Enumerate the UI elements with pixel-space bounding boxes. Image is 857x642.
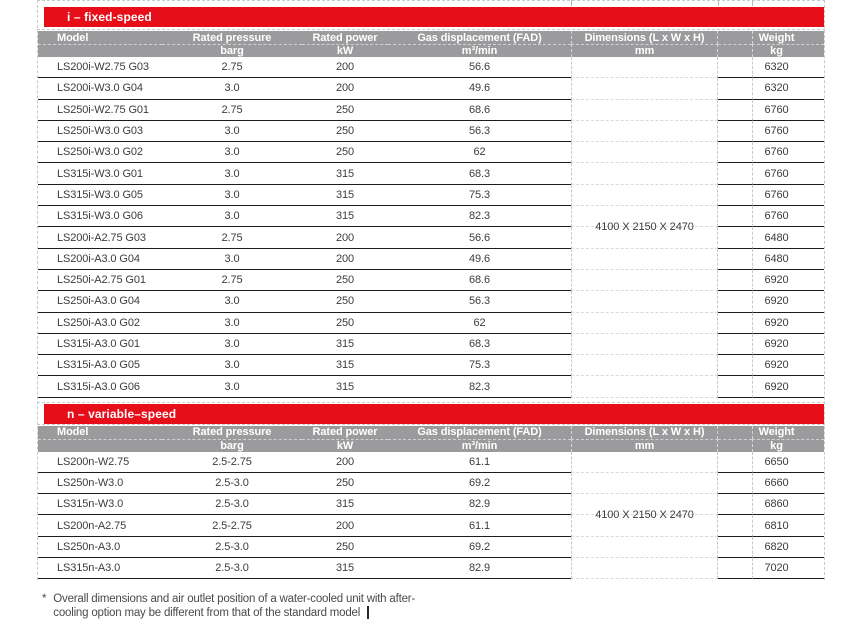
cell-pressure: 3.0 [162,163,302,184]
cell-model: LS200i-W2.75 G03 [38,57,162,78]
gridline-remnant [37,402,825,403]
cell-gap [718,185,752,206]
cell-model: LS200i-W3.0 G04 [38,78,162,99]
cell-weight: 6920 [752,376,824,397]
col-header-dims: Dimensions (L x W x H) [571,31,718,44]
cell-model: LS200i-A2.75 G03 [38,227,162,248]
cell-model: LS250i-W3.0 G02 [38,142,162,163]
dimensions-merged-value: 4100 X 2150 X 2470 [595,509,694,522]
cell-dims [571,537,718,558]
cell-power: 315 [302,558,388,579]
cell-gap [718,142,752,163]
text-cursor [367,606,369,619]
cell-fad: 56.6 [388,227,571,248]
col-header-power-unit: kW [302,44,388,57]
cell-power: 250 [302,291,388,312]
cell-power: 315 [302,206,388,227]
cell-dims [571,313,718,334]
cell-gap [718,78,752,99]
cell-dims [571,452,718,473]
cell-power: 250 [302,121,388,142]
cell-fad: 82.3 [388,206,571,227]
cell-weight: 6760 [752,163,824,184]
col-header-gap [718,31,752,44]
col-header-model-unit [38,439,162,452]
cell-model: LS315i-W3.0 G01 [38,163,162,184]
cell-dims [571,163,718,184]
cell-gap [718,473,752,494]
cell-weight: 6920 [752,313,824,334]
col-header-pressure: Rated pressure [162,31,302,44]
cell-weight: 6760 [752,142,824,163]
cell-dims [571,376,718,397]
cell-dims [571,78,718,99]
col-header-model-unit [38,44,162,57]
section-title-bar-fixed-speed: i – fixed-speed [44,7,824,27]
cell-weight: 6320 [752,57,824,78]
cell-gap [718,206,752,227]
cell-weight: 6920 [752,291,824,312]
cell-fad: 82.9 [388,558,571,579]
section-title-bar-variable-speed: n – variable–speed [44,404,824,424]
cell-model: LS250i-A3.0 G02 [38,313,162,334]
cell-weight: 6920 [752,334,824,355]
cell-dims [571,270,718,291]
cell-gap [718,57,752,78]
col-header-fad: Gas displacement (FAD) [388,31,571,44]
col-header-pressure-unit: barg [162,439,302,452]
cell-gap [718,494,752,515]
col-header-gap-unit [718,44,752,57]
cell-fad: 56.3 [388,121,571,142]
cell-weight: 6760 [752,100,824,121]
cell-pressure: 2.5-2.75 [162,452,302,473]
table-header-fixed-speed [38,31,824,57]
cell-model: LS315n-W3.0 [38,494,162,515]
col-header-fad-unit: m³/min [388,44,571,57]
cell-power: 315 [302,163,388,184]
cell-pressure: 3.0 [162,376,302,397]
cell-weight: 6920 [752,270,824,291]
cell-gap [718,100,752,121]
cell-pressure: 2.5-3.0 [162,537,302,558]
cell-power: 315 [302,355,388,376]
cell-gap [718,355,752,376]
cell-model: LS315i-A3.0 G01 [38,334,162,355]
cell-fad: 82.9 [388,494,571,515]
cell-pressure: 2.5-3.0 [162,558,302,579]
col-header-weight: Weight [752,31,824,44]
gridline-remnant-tick [571,0,572,6]
cell-dims [571,334,718,355]
cell-pressure: 2.5-3.0 [162,494,302,515]
cell-power: 250 [302,100,388,121]
cell-fad: 68.6 [388,100,571,121]
cell-model: LS250n-W3.0 [38,473,162,494]
cell-pressure: 3.0 [162,185,302,206]
cell-gap [718,558,752,579]
cell-power: 250 [302,270,388,291]
cell-gap [718,313,752,334]
cell-weight: 6650 [752,452,824,473]
cell-pressure: 3.0 [162,291,302,312]
cell-fad: 62 [388,142,571,163]
footnote-line-2: cooling option may be different from that of the standard model [53,606,415,620]
col-header-power: Rated power [302,426,388,439]
cell-pressure: 2.75 [162,100,302,121]
footnote-line-1: Overall dimensions and air outlet position of a water-cooled unit with after- [53,593,416,605]
cell-model: LS250i-A3.0 G04 [38,291,162,312]
cell-pressure: 2.75 [162,227,302,248]
cell-dims [571,57,718,78]
gridline-remnant [37,29,825,30]
table-right-gridline [824,0,825,580]
cell-fad: 69.2 [388,473,571,494]
cell-gap [718,334,752,355]
cell-weight: 6820 [752,537,824,558]
cell-fad: 61.1 [388,452,571,473]
cell-gap [718,163,752,184]
col-header-gap-unit [718,439,752,452]
cell-weight: 6810 [752,515,824,536]
cell-dims [571,100,718,121]
cell-weight: 6480 [752,249,824,270]
cell-gap [718,452,752,473]
table-header-variable-speed [38,426,824,452]
cell-pressure: 2.5-3.0 [162,473,302,494]
cell-gap [718,227,752,248]
cell-model: LS250i-W2.75 G01 [38,100,162,121]
cell-power: 200 [302,227,388,248]
cell-weight: 6760 [752,185,824,206]
gridline-remnant-top [37,0,825,1]
cell-gap [718,121,752,142]
col-header-weight-unit: kg [752,439,824,452]
cell-pressure: 3.0 [162,78,302,99]
cell-dims [571,142,718,163]
table-body-fixed-speed [38,57,824,398]
col-header-fad-unit: m³/min [388,439,571,452]
cell-fad: 62 [388,313,571,334]
cell-fad: 61.1 [388,515,571,536]
col-header-model: Model [38,426,162,439]
cell-fad: 82.3 [388,376,571,397]
footnote [42,592,415,620]
cell-pressure: 3.0 [162,121,302,142]
cell-fad: 56.6 [388,57,571,78]
cell-weight: 6920 [752,355,824,376]
cell-power: 200 [302,452,388,473]
cell-model: LS250i-A2.75 G01 [38,270,162,291]
cell-power: 250 [302,473,388,494]
cell-pressure: 3.0 [162,142,302,163]
col-header-dims-unit: mm [571,439,718,452]
cell-fad: 49.6 [388,78,571,99]
dimensions-merged-value: 4100 X 2150 X 2470 [595,221,694,234]
cell-power: 315 [302,376,388,397]
cell-pressure: 2.75 [162,57,302,78]
cell-weight: 6480 [752,227,824,248]
col-header-weight-unit: kg [752,44,824,57]
cell-pressure: 3.0 [162,313,302,334]
cell-fad: 56.3 [388,291,571,312]
cell-gap [718,249,752,270]
cell-dims [571,185,718,206]
cell-dims [571,355,718,376]
cell-dims [571,249,718,270]
cell-fad: 68.6 [388,270,571,291]
col-header-dims-unit: mm [571,44,718,57]
cell-gap [718,270,752,291]
cell-fad: 68.3 [388,334,571,355]
footnote-asterisk: * [42,593,47,605]
cell-dims [571,558,718,579]
cell-model: LS315i-A3.0 G06 [38,376,162,397]
col-header-pressure: Rated pressure [162,426,302,439]
cell-power: 250 [302,142,388,163]
cell-power: 200 [302,515,388,536]
col-header-power: Rated power [302,31,388,44]
cell-weight: 6760 [752,121,824,142]
col-header-pressure-unit: barg [162,44,302,57]
cell-power: 200 [302,57,388,78]
table-body-variable-speed [38,452,824,580]
cell-gap [718,537,752,558]
cell-power: 315 [302,334,388,355]
col-header-gap [718,426,752,439]
cell-pressure: 3.0 [162,249,302,270]
cell-model: LS250i-W3.0 G03 [38,121,162,142]
cell-model: LS200n-W2.75 [38,452,162,473]
cell-power: 315 [302,494,388,515]
col-header-weight: Weight [752,426,824,439]
cell-model: LS315i-W3.0 G05 [38,185,162,206]
cell-gap [718,291,752,312]
cell-pressure: 2.75 [162,270,302,291]
col-header-power-unit: kW [302,439,388,452]
footnote-text [53,592,415,620]
cell-dims [571,473,718,494]
cell-model: LS315i-A3.0 G05 [38,355,162,376]
cell-weight: 6860 [752,494,824,515]
cell-fad: 69.2 [388,537,571,558]
cell-weight: 6660 [752,473,824,494]
cell-pressure: 3.0 [162,334,302,355]
cell-dims [571,291,718,312]
cell-gap [718,376,752,397]
gridline-remnant-tick [718,0,719,6]
gridline-remnant-tick [752,0,753,6]
cell-fad: 75.3 [388,355,571,376]
cell-pressure: 3.0 [162,206,302,227]
cell-fad: 75.3 [388,185,571,206]
cell-weight: 6760 [752,206,824,227]
cell-weight: 7020 [752,558,824,579]
cell-power: 200 [302,78,388,99]
cell-weight: 6320 [752,78,824,99]
cell-power: 250 [302,537,388,558]
cell-gap [718,515,752,536]
cell-fad: 49.6 [388,249,571,270]
cell-model: LS200i-A3.0 G04 [38,249,162,270]
cell-model: LS315i-W3.0 G06 [38,206,162,227]
cell-power: 200 [302,249,388,270]
cell-power: 250 [302,313,388,334]
col-header-model: Model [38,31,162,44]
cell-pressure: 3.0 [162,355,302,376]
cell-fad: 68.3 [388,163,571,184]
cell-dims [571,121,718,142]
cell-model: LS250n-A3.0 [38,537,162,558]
cell-power: 315 [302,185,388,206]
col-header-fad: Gas displacement (FAD) [388,426,571,439]
cell-model: LS315n-A3.0 [38,558,162,579]
cell-pressure: 2.5-2.75 [162,515,302,536]
cell-model: LS200n-A2.75 [38,515,162,536]
col-header-dims: Dimensions (L x W x H) [571,426,718,439]
